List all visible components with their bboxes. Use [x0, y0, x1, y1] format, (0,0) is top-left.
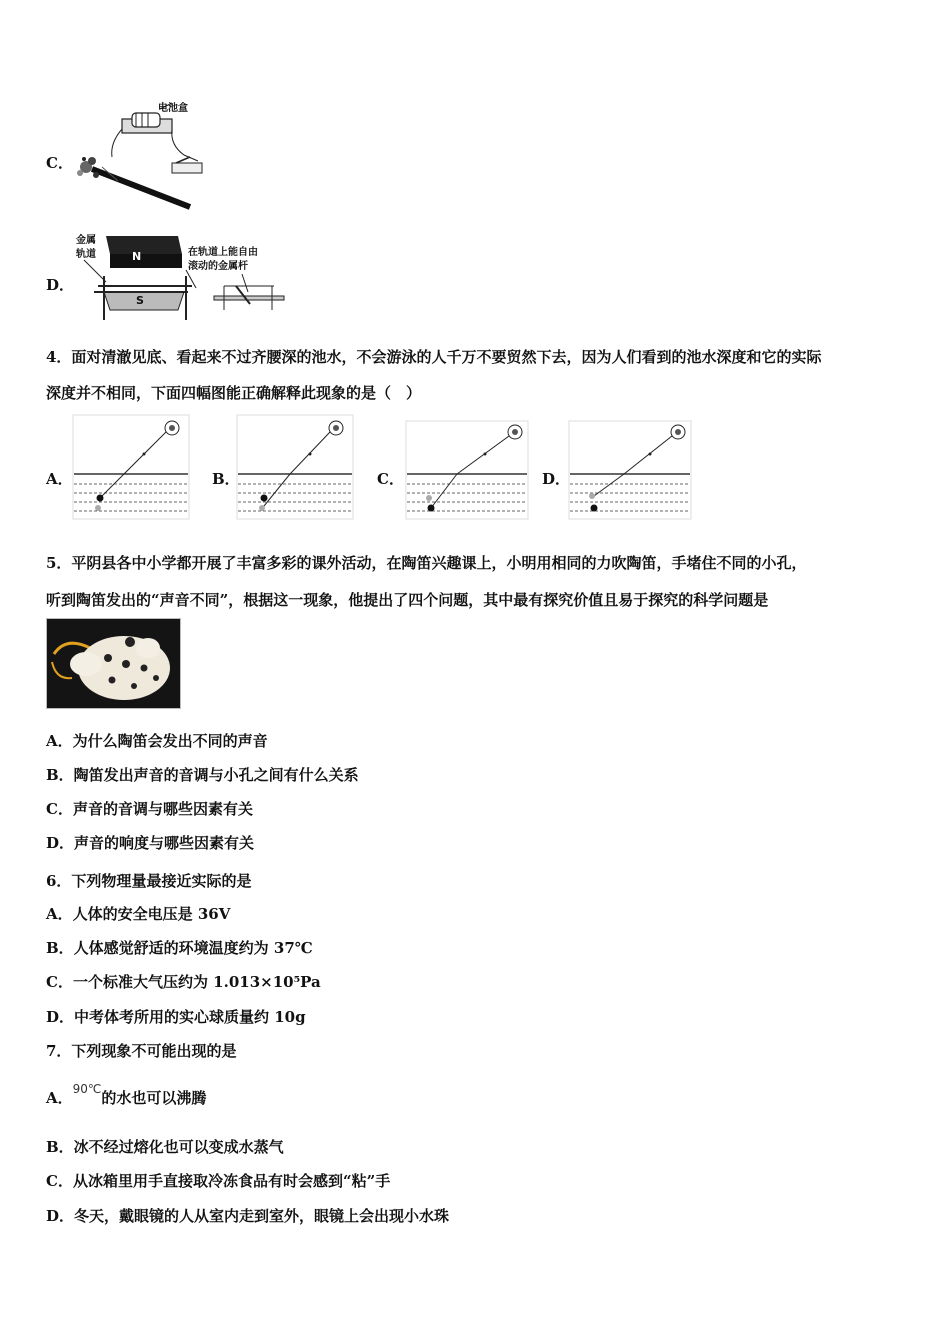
- q3-option-d-figure: [74, 230, 294, 322]
- magnet-n-label: N: [132, 250, 142, 263]
- q4-option-b-label: B．: [212, 470, 240, 488]
- q7-stem: 7．下列现象不可能出现的是: [46, 1042, 237, 1060]
- metal-track-label: [76, 234, 96, 262]
- q4-option-d-label: D．: [542, 470, 571, 488]
- q4-option-a-figure: [72, 414, 190, 520]
- q4-option-d-figure: [568, 420, 692, 520]
- q7-option-c: C．从冰箱里用手直接取冷冻食品有时会感到“粘”手: [46, 1172, 391, 1190]
- q3-option-c-label: C．: [46, 154, 73, 172]
- q5-option-b: B．陶笛发出声音的音调与小孔之间有什么关系: [46, 766, 359, 784]
- rod-caption: [188, 246, 258, 274]
- rod-caption-line1: 在轨道上能自由: [188, 247, 258, 258]
- q4-option-b-figure: [236, 414, 354, 520]
- ocarina-image: [46, 618, 181, 709]
- q6-option-b: B．人体感觉舒适的环境温度约为 37℃: [46, 939, 313, 957]
- refraction-diagram-d: [568, 420, 692, 520]
- q7-option-a-label: A．: [46, 1089, 73, 1107]
- q5-option-c: C．声音的音调与哪些因素有关: [46, 800, 253, 818]
- electromagnet-circuit-figure: [72, 95, 212, 213]
- q7-option-a: [46, 1082, 207, 1108]
- q3-option-d-label: D．: [46, 276, 75, 294]
- q4-stem-line1: 4．面对清澈见底、看起来不过齐腰深的池水，不会游泳的人千万不要贸然下去，因为人们看到的池水深度和它的实际: [46, 348, 822, 366]
- battery-box-label: 电池盒: [158, 103, 188, 114]
- q4-stem-line2: 深度并不相同，下面四幅图能正确解释此现象的是（ ）: [46, 384, 422, 402]
- q7-option-a-text: 的水也可以沸腾: [101, 1089, 207, 1107]
- q7-option-a-temp: 90℃: [72, 1082, 102, 1096]
- q4-option-a-label: A．: [46, 470, 73, 488]
- ocarina-photo: [46, 618, 181, 709]
- magnet-s-label: S: [136, 294, 144, 307]
- q4-option-c-figure: [405, 420, 529, 520]
- refraction-diagram-c: [405, 420, 529, 520]
- q3-option-c-figure: [72, 95, 212, 213]
- q5-option-d: D．声音的响度与哪些因素有关: [46, 834, 255, 852]
- q4-option-c-label: C．: [377, 470, 404, 488]
- q6-stem: 6．下列物理量最接近实际的是: [46, 872, 252, 890]
- q7-option-b: B．冰不经过熔化也可以变成水蒸气: [46, 1138, 284, 1156]
- q6-option-d: D．中考体考所用的实心球质量约 10g: [46, 1008, 306, 1026]
- q5-option-a: A．为什么陶笛会发出不同的声音: [46, 732, 268, 750]
- q6-option-a: A．人体的安全电压是 36V: [46, 905, 231, 923]
- refraction-diagram-a: [72, 414, 190, 520]
- rod-caption-line2: 滚动的金属杆: [188, 261, 248, 272]
- refraction-diagram-b: [236, 414, 354, 520]
- q7-option-d: D．冬天，戴眼镜的人从室内走到室外，眼镜上会出现小水珠: [46, 1207, 450, 1225]
- metal-track-label-line1: 金属: [76, 235, 96, 246]
- metal-track-label-line2: 轨道: [76, 249, 96, 260]
- q5-stem-line1: 5．平阴县各中小学都开展了丰富多彩的课外活动，在陶笛兴趣课上，小明用相同的力吹陶笛，手堵住不同的小孔，: [46, 554, 807, 572]
- magnet-track-figure: [74, 230, 294, 322]
- q6-option-c: C．一个标准大气压约为 1.013×10⁵Pa: [46, 973, 321, 991]
- q5-stem-line2: 听到陶笛发出的“声音不同”，根据这一现象，他提出了四个问题，其中最有探究价值且易于探究的科学问题是: [46, 591, 769, 609]
